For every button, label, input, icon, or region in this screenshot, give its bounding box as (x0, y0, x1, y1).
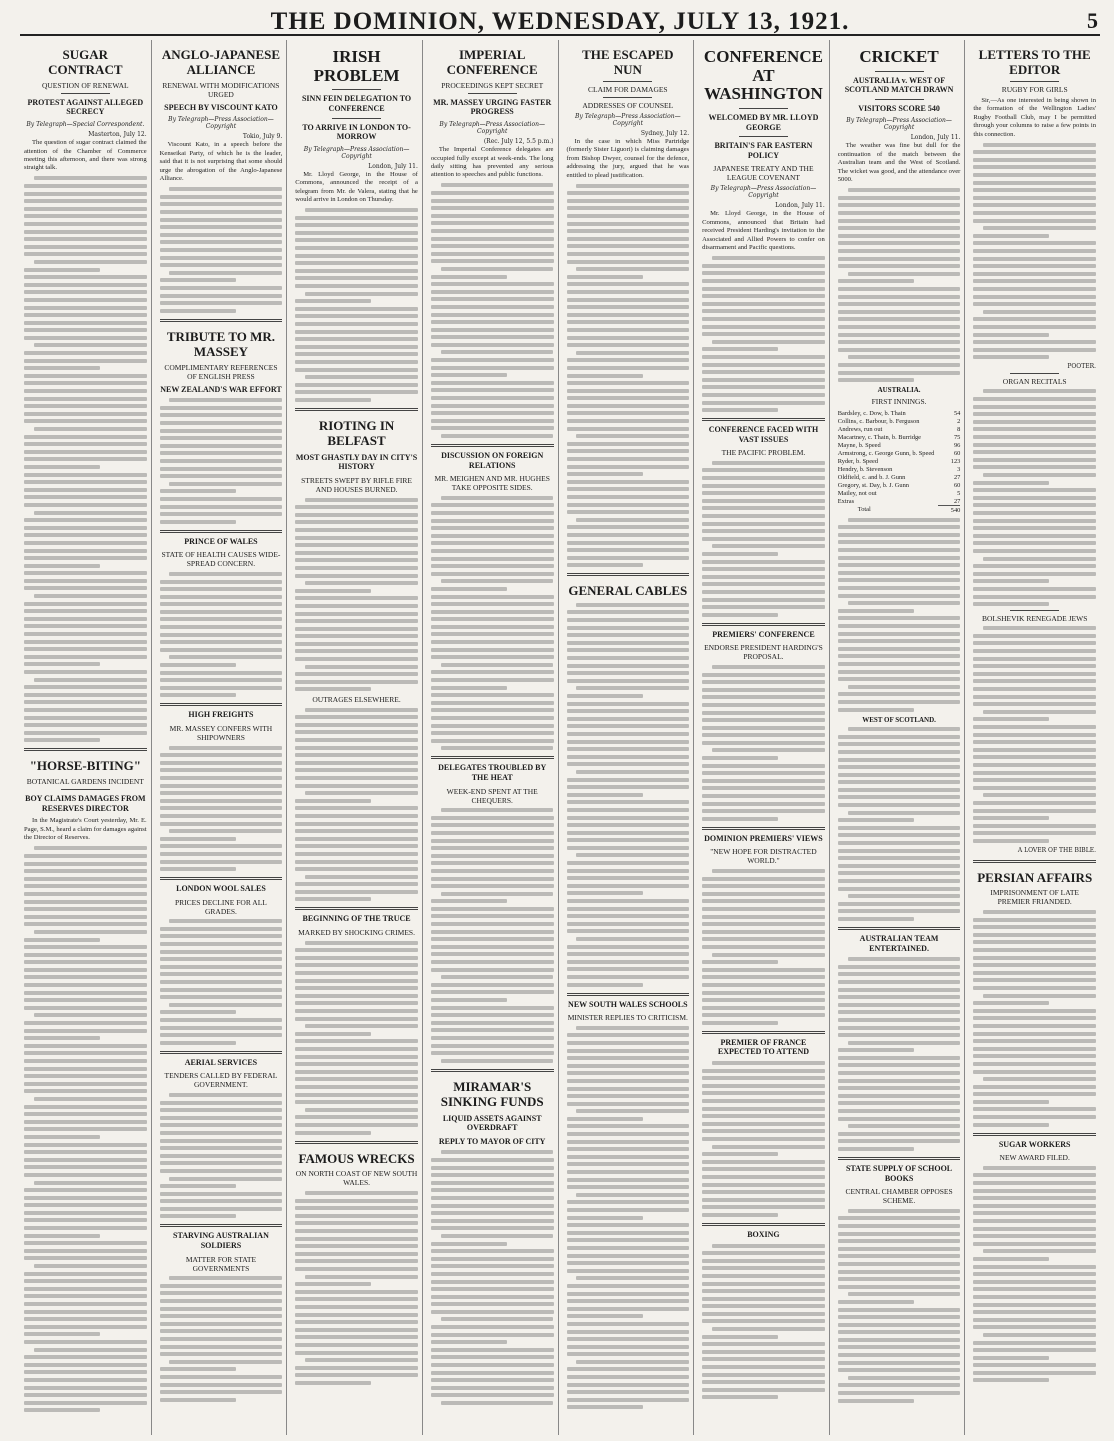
column-5 (563, 40, 695, 1435)
byline: By Telegraph—Press Association—Copyright (439, 121, 545, 136)
newspaper-title: THE DOMINION, WEDNESDAY, JULY 13, 1921. (270, 8, 850, 35)
article-paragraph: The weather was fine but dull for the continuation of the match between the Australian team and the West of Scotland. The wicket was good, and the attendance over 5000. (837, 142, 961, 184)
divider (332, 89, 381, 90)
subheadline: STATE OF HEALTH CAUSES WIDE-SPREAD CONCERN. (161, 550, 281, 569)
headline: BEGINNING OF THE TRUCE (302, 914, 411, 924)
batsman-name: Mayne, b. Speed (837, 441, 881, 449)
column-2 (156, 40, 288, 1435)
section-heading: OUTRAGES ELSEWHERE. (312, 695, 401, 705)
subheadline: IMPRISONMENT OF LATE PREMIER FRIANDED. (990, 888, 1079, 907)
divider (1010, 373, 1059, 374)
batsman-runs: 8 (957, 425, 961, 433)
scorecard-total-row (838, 506, 961, 515)
article-body (160, 187, 283, 313)
column-1 (20, 40, 152, 1435)
article-body (295, 498, 418, 692)
subheadline: LIQUID ASSETS AGAINST OVERDRAFT (442, 1113, 542, 1133)
headline: THE ESCAPED NUN (582, 47, 674, 77)
dateline: London, July 11. (775, 202, 825, 210)
letter-signature: A LOVER OF THE BIBLE. (1017, 846, 1096, 854)
headline: SUGAR CONTRACT (48, 47, 123, 77)
divider (160, 1224, 283, 1227)
subheadline: COMPLIMENTARY REFERENCES OF ENGLISH PRESS (164, 362, 278, 381)
headline: DELEGATES TROUBLED BY THE HEAT (438, 763, 547, 782)
headline: HIGH FREIGHTS (188, 710, 254, 720)
article-paragraph: In the case in which Miss Partridge (formerly Sister Liguori) is claiming damages from Bishop Dwyer, counsel for the defence, addressing the jury, argued that he was entitled to plead justification. (566, 137, 690, 179)
batsman-name: Mailey, not out (837, 489, 877, 497)
subheadline: QUESTION OF RENEWAL (41, 80, 129, 90)
headline: ANGLO-JAPANESE ALLIANCE (161, 47, 281, 77)
batsman-name: Macartney, c. Thain, b. Burridge (837, 433, 921, 441)
article-body (702, 1244, 825, 1400)
byline: By Telegraph—Press Association—Copyright (575, 112, 681, 127)
divider (61, 93, 110, 94)
article-paragraph: The question of sugar contract claimed the attention of the Chamber of Commerce meeting this afternoon, and there was strong straight talk. (24, 139, 147, 172)
byline: By Telegraph—Press Association—Copyright (846, 117, 952, 132)
divider (1010, 81, 1059, 82)
article-body (431, 183, 554, 438)
article-body (702, 665, 825, 821)
divider (702, 418, 825, 421)
article-paragraph: In the Magistrate's Court yesterday, Mr. E. Page, S.M., heard a claim for damages against the Director of Reserves. (24, 817, 147, 842)
divider (702, 1223, 825, 1226)
batsman-name: Extras (837, 497, 855, 505)
subheadline: BOY CLAIMS DAMAGES FROM RESERVES DIRECTOR (25, 794, 146, 813)
batsman-runs: 75 (953, 433, 961, 441)
headline: CONFERENCE AT WASHINGTON (703, 47, 823, 104)
divider (160, 530, 283, 533)
article-body (160, 746, 283, 872)
subheadline: ON NORTH COAST OF NEW SOUTH WALES. (295, 1169, 418, 1188)
divider (603, 97, 652, 98)
dateline: Masterton, July 12. (88, 131, 147, 139)
article-body (838, 518, 961, 712)
subheadline: MINISTER REPLIES TO CRITICISM. (567, 1013, 688, 1023)
subheadline: "NEW HOPE FOR DISTRACTED WORLD." (710, 847, 817, 866)
scorecard-row (838, 441, 961, 449)
page-number: 5 (1087, 8, 1098, 33)
batsman-name: Hendry, b. Stevenson (837, 465, 893, 473)
article-body (160, 919, 283, 1045)
scorecard-row (838, 449, 961, 457)
divider (24, 748, 147, 751)
divider (739, 136, 788, 137)
article-body (160, 572, 283, 698)
byline: By Telegraph—Press Association—Copyright (168, 116, 274, 131)
headline: GENERAL CABLES (568, 583, 688, 599)
article-body (567, 603, 690, 987)
article-body (702, 1061, 825, 1217)
scorecard-heading: AUSTRALIA. (877, 386, 921, 395)
article-body (838, 957, 961, 1151)
subheadline: STREETS SWEPT BY RIFLE FIRE AND HOUSES BURNED. (301, 476, 412, 494)
column-7 (834, 40, 966, 1435)
divider (875, 71, 924, 72)
subheadline: TO ARRIVE IN LONDON TO-MORROW (302, 122, 411, 142)
divider (739, 108, 788, 109)
article-body (24, 846, 147, 1412)
divider (838, 927, 961, 930)
subheadline: RENEWAL WITH MODIFICATIONS URGED (162, 80, 280, 99)
divider (702, 1031, 825, 1034)
scorecard-row (838, 425, 961, 433)
subheadline: TENDERS CALLED BY FEDERAL GOVERNMENT. (164, 1071, 278, 1090)
subheadline: BRITAIN'S FAR EASTERN POLICY (714, 141, 813, 160)
headline: LONDON WOOL SALES (176, 884, 266, 894)
subheadline: THE PACIFIC PROBLEM. (721, 448, 806, 458)
subheadline: MOST GHASTLY DAY IN CITY'S HISTORY (295, 452, 418, 472)
divider (295, 907, 418, 910)
batsman-runs: 96 (953, 441, 961, 449)
page-columns (20, 40, 1100, 1435)
subheadline: PRICES DECLINE FOR ALL GRADES. (174, 897, 267, 916)
dateline: London, July 11. (910, 134, 961, 142)
batsman-name: Oldfield, c. and b. J. Gunn (837, 473, 906, 481)
subheadline: NEW AWARD FILED. (999, 1153, 1070, 1163)
scorecard-total-label: Total (857, 506, 871, 514)
masthead (20, 6, 1100, 36)
batsman-name: Ryder, b. Speed (837, 457, 879, 465)
divider (567, 993, 690, 996)
subheadline: AUSTRALIA v. WEST OF SCOTLAND MATCH DRAWN (844, 75, 954, 95)
scorecard-row (838, 409, 961, 417)
scorecard-row (838, 465, 961, 473)
subheadline: VISITORS SCORE 540 (858, 103, 940, 113)
article-body (295, 941, 418, 1135)
batsman-name: Bardsley, c. Dow, b. Thain (837, 409, 906, 417)
subheadline: SINN FEIN DELEGATION TO CONFERENCE (301, 94, 412, 113)
column-4 (427, 40, 559, 1435)
divider (702, 827, 825, 830)
letter-signature: POOTER. (1067, 362, 1096, 370)
letter-paragraph: Sir,—As one interested in being shown in the formation of the Wellington Ladies' Rugby Football Club, may I be permitted through your columns to raise a few points in this connection. (973, 96, 1096, 138)
subheadline: ORGAN RECITALS (1002, 376, 1067, 386)
article-body (838, 1209, 961, 1403)
subheadline: MR. MASSEY URGING FASTER PROGRESS (433, 97, 552, 117)
dateline: Tokio, July 9. (242, 133, 283, 141)
scorecard-row (838, 473, 961, 481)
divider (431, 1069, 554, 1072)
byline: By Telegraph—Press Association—Copyright (303, 145, 410, 160)
divider (1010, 610, 1059, 611)
article-paragraph: Mr. Lloyd George, in the House of Commons, announced that Britain had received President Harding's invitation to the Associated and Allied Powers to confer on disarmament and Pacific questions. (702, 210, 825, 252)
headline: PERSIAN AFFAIRS (977, 869, 1093, 885)
subheadline: WELCOMED BY MR. LLOYD GEORGE (708, 113, 819, 132)
batsman-runs: 60 (953, 449, 961, 457)
headline: STARVING AUSTRALIAN SOLDIERS (173, 1231, 269, 1251)
column-8 (969, 40, 1100, 1435)
subheadline: WEEK-END SPENT AT THE CHEQUERS. (446, 786, 538, 805)
divider (973, 860, 1096, 863)
batsman-runs: 27 (953, 473, 961, 481)
subheadline: PROTEST AGAINST ALLEGED SECRECY (27, 97, 144, 117)
article-body (702, 461, 825, 617)
subheadline: BOTANICAL GARDENS INCIDENT (26, 777, 144, 787)
scorecard-row (838, 433, 961, 441)
divider (702, 623, 825, 626)
column-3 (291, 40, 423, 1435)
divider (160, 1051, 283, 1054)
headline: STATE SUPPLY OF SCHOOL BOOKS (845, 1164, 953, 1183)
scorecard-row (838, 481, 961, 489)
divider (875, 99, 924, 100)
article-paragraph: Mr. Lloyd George, in the House of Commons, announced the receipt of a telegram from Mr. de Valera, stating that he would arrive in London on Thursday. (295, 170, 418, 204)
subheadline: SPEECH BY VISCOUNT KATO (164, 102, 278, 112)
article-body (160, 1093, 283, 1219)
batsman-name: Armstrong, c. George Gunn, b. Speed (837, 449, 935, 457)
batsman-name: Gregory, st. Day, b. J. Gunn (837, 481, 909, 489)
headline: IRISH PROBLEM (313, 47, 400, 85)
scorecard-heading: WEST OF SCOTLAND. (862, 715, 936, 724)
subheadline: NEW ZEALAND'S WAR EFFORT (160, 384, 282, 394)
headline: BOXING (747, 1229, 780, 1239)
headline: FAMOUS WRECKS (298, 1150, 415, 1166)
article-body (973, 910, 1096, 1127)
subheadline: MARKED BY SHOCKING CRIMES. (298, 928, 415, 938)
batsman-name: Andrews, run out (837, 425, 883, 433)
scorecard-row (838, 457, 961, 465)
scorecard-table (838, 409, 961, 514)
headline: RIOTING IN BELFAST (318, 417, 395, 448)
letter-body (973, 626, 1096, 843)
byline: By Telegraph—Special Correspondent. (26, 121, 145, 129)
dateline: Sydney, July 12. (640, 129, 690, 137)
batsman-runs: 54 (953, 409, 961, 417)
headline: SUGAR WORKERS (998, 1139, 1071, 1149)
letter-body (973, 143, 1096, 360)
subheadline: ADDRESSES OF COUNSEL (582, 100, 674, 110)
dateline: (Rec. July 12, 5.5 p.m.) (483, 138, 554, 146)
headline: PREMIERS' CONFERENCE (712, 629, 815, 639)
divider (838, 1157, 961, 1160)
divider (295, 1141, 418, 1144)
article-body (160, 1276, 283, 1402)
headline: CONFERENCE FACED WITH VAST ISSUES (708, 425, 819, 444)
column-6 (698, 40, 830, 1435)
article-body (567, 1026, 690, 1410)
article-body (160, 398, 283, 524)
batsman-runs: 27 (953, 497, 961, 505)
article-body (295, 1191, 418, 1385)
dateline: London, July 11. (368, 162, 418, 170)
divider (160, 703, 283, 706)
headline: AERIAL SERVICES (184, 1057, 258, 1067)
headline: NEW SOUTH WALES SCHOOLS (568, 999, 688, 1009)
scorecard-row (838, 417, 961, 425)
headline: DISCUSSION ON FOREIGN RELATIONS (441, 451, 544, 470)
headline: DOMINION PREMIERS' VIEWS (704, 833, 823, 843)
scorecard-total: 540 (938, 506, 960, 515)
headline: MIRAMAR'S SINKING FUNDS (440, 1078, 544, 1109)
article-paragraph: Viscount Kato, in a speech before the Kenseikai Party, of which he is the leader, said that it is not surprising that some should urge the abrogation of the Anglo-Japanese Alliance. (159, 141, 283, 183)
article-body (24, 176, 147, 742)
divider (332, 118, 381, 119)
subheadline: PROCEEDINGS KEPT SECRET (441, 80, 544, 90)
subheadline: ENDORSE PRESIDENT HARDING'S PROPOSAL. (704, 643, 823, 662)
article-body (295, 708, 418, 902)
article-body (702, 256, 825, 412)
headline: AUSTRALIAN TEAM ENTERTAINED. (859, 933, 939, 953)
scorecard-row (838, 489, 961, 497)
divider (160, 319, 283, 322)
subheadline: MATTER FOR STATE GOVERNMENTS (185, 1254, 257, 1273)
divider (468, 93, 517, 94)
headline: PRINCE OF WALES (184, 536, 258, 546)
headline: IMPERIAL CONFERENCE (446, 47, 538, 77)
letter-body (973, 389, 1096, 606)
article-paragraph: The Imperial Conference delegates are occupied fully except at week-ends. The long daily sitting has prevented any serious attention to speeches and public functions. (430, 146, 554, 179)
divider (431, 444, 554, 447)
byline: By Telegraph—Press Association—Copyright (710, 185, 817, 200)
headline: PREMIER OF FRANCE EXPECTED TO ATTEND (717, 1037, 809, 1057)
divider (567, 573, 690, 576)
headline: "HORSE-BITING" (29, 758, 141, 774)
batsman-runs: 2 (957, 417, 961, 425)
scorecard-subheading: FIRST INNINGS. (871, 397, 927, 407)
subheadline: REPLY TO MAYOR OF CITY (438, 1136, 546, 1146)
subheadline: BOLSHEVIK RENEGADE JEWS (981, 613, 1088, 623)
article-body (838, 188, 961, 382)
batsman-runs: 5 (957, 489, 961, 497)
headline: CRICKET (859, 47, 939, 66)
article-body (431, 808, 554, 1063)
subheadline: JAPANESE TREATY AND THE LEAGUE COVENANT (713, 164, 814, 183)
divider (603, 81, 652, 82)
subheadline: MR. MASSEY CONFERS WITH SHIPOWNERS (169, 724, 273, 742)
batsman-runs: 60 (953, 481, 961, 489)
article-body (567, 184, 690, 568)
article-body (702, 869, 825, 1025)
subheadline: CENTRAL CHAMBER OPPOSES SCHEME. (845, 1187, 953, 1206)
article-body (973, 1166, 1096, 1383)
batsman-name: Collins, c. Barbour, b. Ferguson (837, 417, 920, 425)
divider (431, 756, 554, 759)
headline: TRIBUTE TO MR. MASSEY (166, 328, 276, 359)
article-body (295, 208, 418, 402)
article-body (431, 496, 554, 751)
divider (160, 877, 283, 880)
article-body (431, 1150, 554, 1405)
divider (295, 408, 418, 411)
batsman-runs: 123 (950, 457, 961, 465)
headline: LETTERS TO THE EDITOR (978, 47, 1091, 77)
subheadline: RUGBY FOR GIRLS (1001, 84, 1068, 94)
article-body (838, 727, 961, 921)
batsman-runs: 3 (957, 465, 961, 473)
divider (973, 1133, 1096, 1136)
subheadline: CLAIM FOR DAMAGES (588, 84, 668, 94)
scorecard-row (838, 497, 961, 506)
divider (61, 789, 110, 790)
subheadline: MR. MEIGHEN AND MR. HUGHES TAKE OPPOSITE SIDES. (434, 474, 550, 493)
